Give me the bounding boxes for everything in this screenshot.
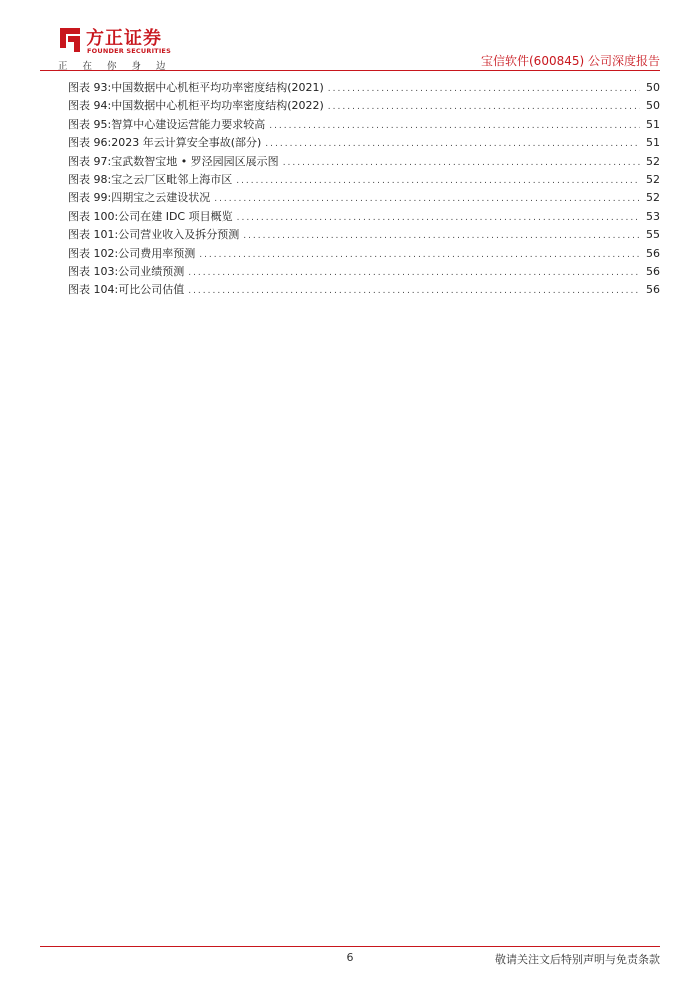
toc-leader-dots — [199, 246, 640, 264]
company-slogan: 正在你身边 — [58, 61, 181, 72]
toc-entry-title: 公司费用率预测 — [118, 246, 196, 260]
logo-english-name: FOUNDER SECURITIES — [87, 47, 171, 55]
toc-entry-title: 公司营业收入及拆分预测 — [118, 228, 240, 242]
toc-entry-page: 52 — [646, 191, 660, 205]
toc-entry-label: 图表 100: — [68, 209, 119, 223]
header-divider — [40, 70, 660, 71]
toc-entry[interactable] — [68, 79, 660, 97]
toc-entry-title: 四期宝之云建设状况 — [111, 191, 211, 205]
toc-entry-label: 图表 98: — [68, 172, 112, 186]
toc-entry-page: 56 — [646, 246, 660, 260]
toc-leader-dots — [328, 80, 640, 98]
toc-entry-page: 52 — [646, 172, 660, 186]
toc-entry-title: 宝武数智宝地 • 罗泾园园区展示图 — [111, 154, 279, 168]
toc-entry-page: 56 — [646, 264, 660, 278]
toc-leader-dots — [214, 190, 640, 208]
toc-entry-page: 50 — [646, 81, 660, 94]
toc-entry-label: 图表 97: — [68, 154, 112, 168]
toc-entry[interactable] — [68, 116, 660, 134]
toc-entry-label: 图表 104: — [68, 283, 119, 297]
company-logo — [58, 24, 181, 74]
toc-entry-page: 51 — [646, 136, 660, 150]
toc-entry[interactable] — [68, 171, 660, 189]
toc-leader-dots — [283, 154, 640, 172]
founder-logo-icon — [58, 26, 82, 54]
toc-entry-page: 50 — [646, 99, 660, 113]
toc-leader-dots — [265, 135, 640, 153]
toc-entry-label: 图表 101: — [68, 228, 119, 242]
toc-entry[interactable] — [68, 263, 660, 281]
toc-leader-dots — [188, 282, 640, 300]
toc-entry[interactable] — [68, 281, 660, 299]
footer-divider — [40, 946, 660, 947]
toc-leader-dots — [237, 209, 640, 227]
toc-entry-label: 图表 93: — [68, 81, 112, 94]
toc-entry-page: 52 — [646, 154, 660, 168]
toc-entry[interactable] — [68, 245, 660, 263]
toc-entry-page: 51 — [646, 117, 660, 131]
toc-entry-title: 公司业绩预测 — [118, 264, 185, 278]
toc-leader-dots — [328, 98, 640, 116]
toc-entry-title: 宝之云厂区毗邻上海市区 — [111, 172, 233, 186]
toc-entry[interactable] — [68, 134, 660, 152]
toc-leader-dots — [236, 172, 640, 190]
toc-entry-page: 55 — [646, 228, 660, 242]
toc-leader-dots — [188, 264, 640, 282]
toc-entry[interactable] — [68, 97, 660, 115]
disclaimer-notice: 敬请关注文后特别声明与免责条款 — [495, 953, 660, 966]
toc-entry-label: 图表 103: — [68, 264, 119, 278]
toc-leader-dots — [243, 227, 640, 245]
toc-leader-dots — [269, 117, 640, 135]
toc-entry-label: 图表 96: — [68, 136, 112, 150]
toc-entry-title: 公司在建 IDC 项目概览 — [118, 209, 233, 223]
toc-entry[interactable] — [68, 208, 660, 226]
report-title: 宝信软件(600845) 公司深度报告 — [481, 54, 660, 68]
toc-entry-label: 图表 99: — [68, 191, 112, 205]
logo-chinese-name: 方正证券 — [86, 28, 162, 49]
toc-entry-label: 图表 102: — [68, 246, 119, 260]
toc-entry[interactable] — [68, 226, 660, 244]
toc-entry-label: 图表 95: — [68, 117, 112, 131]
table-of-figures — [68, 79, 660, 300]
toc-entry-title: 智算中心建设运营能力要求较高 — [111, 117, 266, 131]
toc-entry-title: 中国数据中心机柜平均功率密度结构(2022) — [111, 99, 324, 113]
page-number: 6 — [346, 951, 354, 964]
toc-entry-title: 可比公司估值 — [118, 283, 185, 297]
toc-entry-title: 2023 年云计算安全事故(部分) — [111, 136, 262, 150]
toc-entry[interactable] — [68, 153, 660, 171]
toc-entry-label: 图表 94: — [68, 99, 112, 113]
toc-entry-page: 53 — [646, 209, 660, 223]
toc-entry-title: 中国数据中心机柜平均功率密度结构(2021) — [111, 81, 324, 94]
toc-entry-page: 56 — [646, 283, 660, 297]
toc-entry[interactable] — [68, 189, 660, 207]
